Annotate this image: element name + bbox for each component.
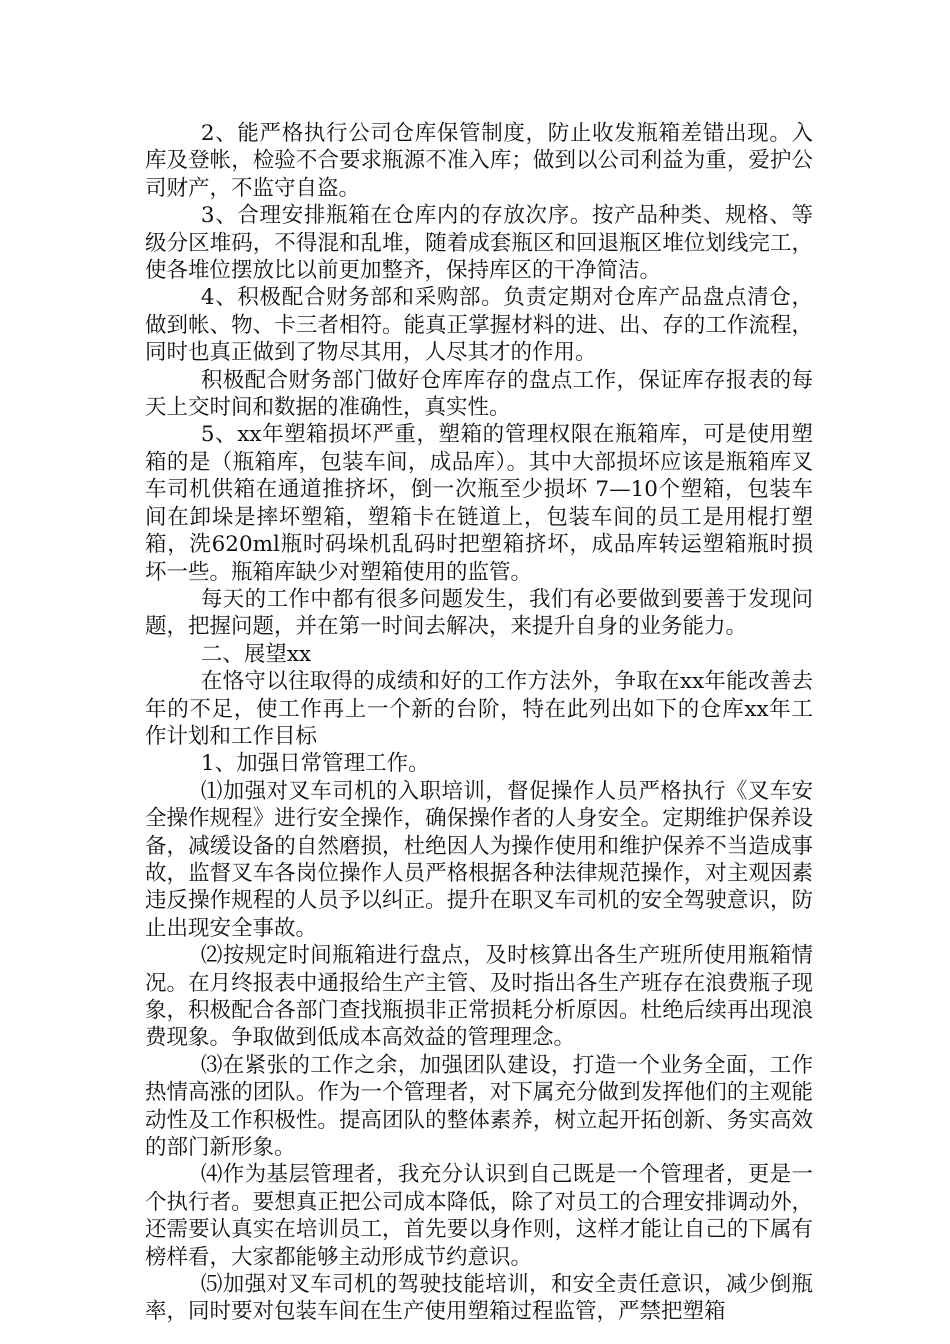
subheading-daily-management: 1、加强日常管理工作。	[200, 751, 430, 777]
paragraph-outlook-intro: 在恪守以往取得的成绩和好的工作方法外，争取在xx年能改善去年的不足，使工作再上一个新的台阶，特在此列出如下的仓库xx年工作计划和工作目标	[145, 669, 813, 749]
paragraph-daily-problems: 每天的工作中都有很多问题发生，我们有必要做到要善于发现问题，把握问题，并在第一时间去解决，来提升自身的业务能力。	[145, 586, 813, 640]
paragraph-plan-2: ⑵按规定时间瓶箱进行盘点，及时核算出各生产班所使用瓶箱情况。在月终报表中通报给生产主管、及时指出各生产班存在浪费瓶子现象，积极配合各部门查找瓶损非正常损耗分析原因。杜绝后续再出现浪费现象。争取做到低成本高效益的管理理念。	[145, 943, 813, 1051]
section-heading-outlook: 二、展望xx	[200, 641, 312, 667]
paragraph-plan-3: ⑶在紧张的工作之余，加强团队建设，打造一个业务全面，工作热情高涨的团队。作为一个管理者，对下属充分做到发挥他们的主观能动性及工作积极性。提高团队的整体素养，树立起开拓创新、务实高效的部门新形象。	[145, 1052, 813, 1161]
paragraph-item-4: 4、积极配合财务部和采购部。负责定期对仓库产品盘点清仓，做到帐、物、卡三者相符。能真正掌握材料的进、出、存的工作流程，同时也真正做到了物尽其用，人尽其才的作用。	[145, 285, 813, 366]
paragraph-item-5: 5、xx年塑箱损坏严重，塑箱的管理权限在瓶箱库，可是使用塑箱的是（瓶箱库，包装车间，成品库）。其中大部损坏应该是瓶箱库叉车司机供箱在通道推挤坏，倒一次瓶至少损坏 7—10个塑箱，包装车间在卸垛是摔坏塑箱，塑箱卡在链道上，包装车间的员工是用棍打塑箱，洗620ml瓶时码垛机乱码时把塑箱挤坏，成品库转运塑箱瓶时损坏一些。瓶箱库缺少对塑箱使用的监管。	[145, 422, 813, 585]
paragraph-plan-5: ⑸加强对叉车司机的驾驶技能培训，和安全责任意识，减少倒瓶率，同时要对包装车间在生产使用塑箱过程监管，严禁把塑箱	[145, 1272, 813, 1325]
paragraph-plan-1: ⑴加强对叉车司机的入职培训，督促操作人员严格执行《叉车安全操作规程》进行安全操作，确保操作者的人身安全。定期维护保养设备，减缓设备的自然磨损，杜绝因人为操作使用和维护保养不当造成事故，监督叉车各岗位操作人员严格根据各种法律规范操作，对主观因素违反操作规程的人员予以纠正。提升在职叉车司机的安全驾驶意识，防止出现安全事故。	[145, 778, 813, 941]
paragraph-item-3: 3、合理安排瓶箱在仓库内的存放次序。按产品种类、规格、等级分区堆码，不得混和乱堆，随着成套瓶区和回退瓶区堆位划线完工，使各堆位摆放比以前更加整齐，保持库区的干净简洁。	[145, 203, 813, 284]
paragraph-plan-4: ⑷作为基层管理者，我充分认识到自己既是一个管理者，更是一个执行者。要想真正把公司成本降低，除了对员工的合理安排调动外，还需要认真实在培训员工，首先要以身作则，这样才能让自己的下属有榜样看，大家都能够主动形成节约意识。	[145, 1162, 813, 1270]
document-body	[145, 120, 813, 1326]
paragraph-finance-inventory: 积极配合财务部门做好仓库库存的盘点工作，保证库存报表的每天上交时间和数据的准确性，真实性。	[145, 367, 813, 421]
paragraph-item-2: 2、能严格执行公司仓库保管制度，防止收发瓶箱差错出现。入库及登帐，检验不合要求瓶源不准入库；做到以公司利益为重，爱护公司财产，不监守自盗。	[145, 121, 813, 201]
